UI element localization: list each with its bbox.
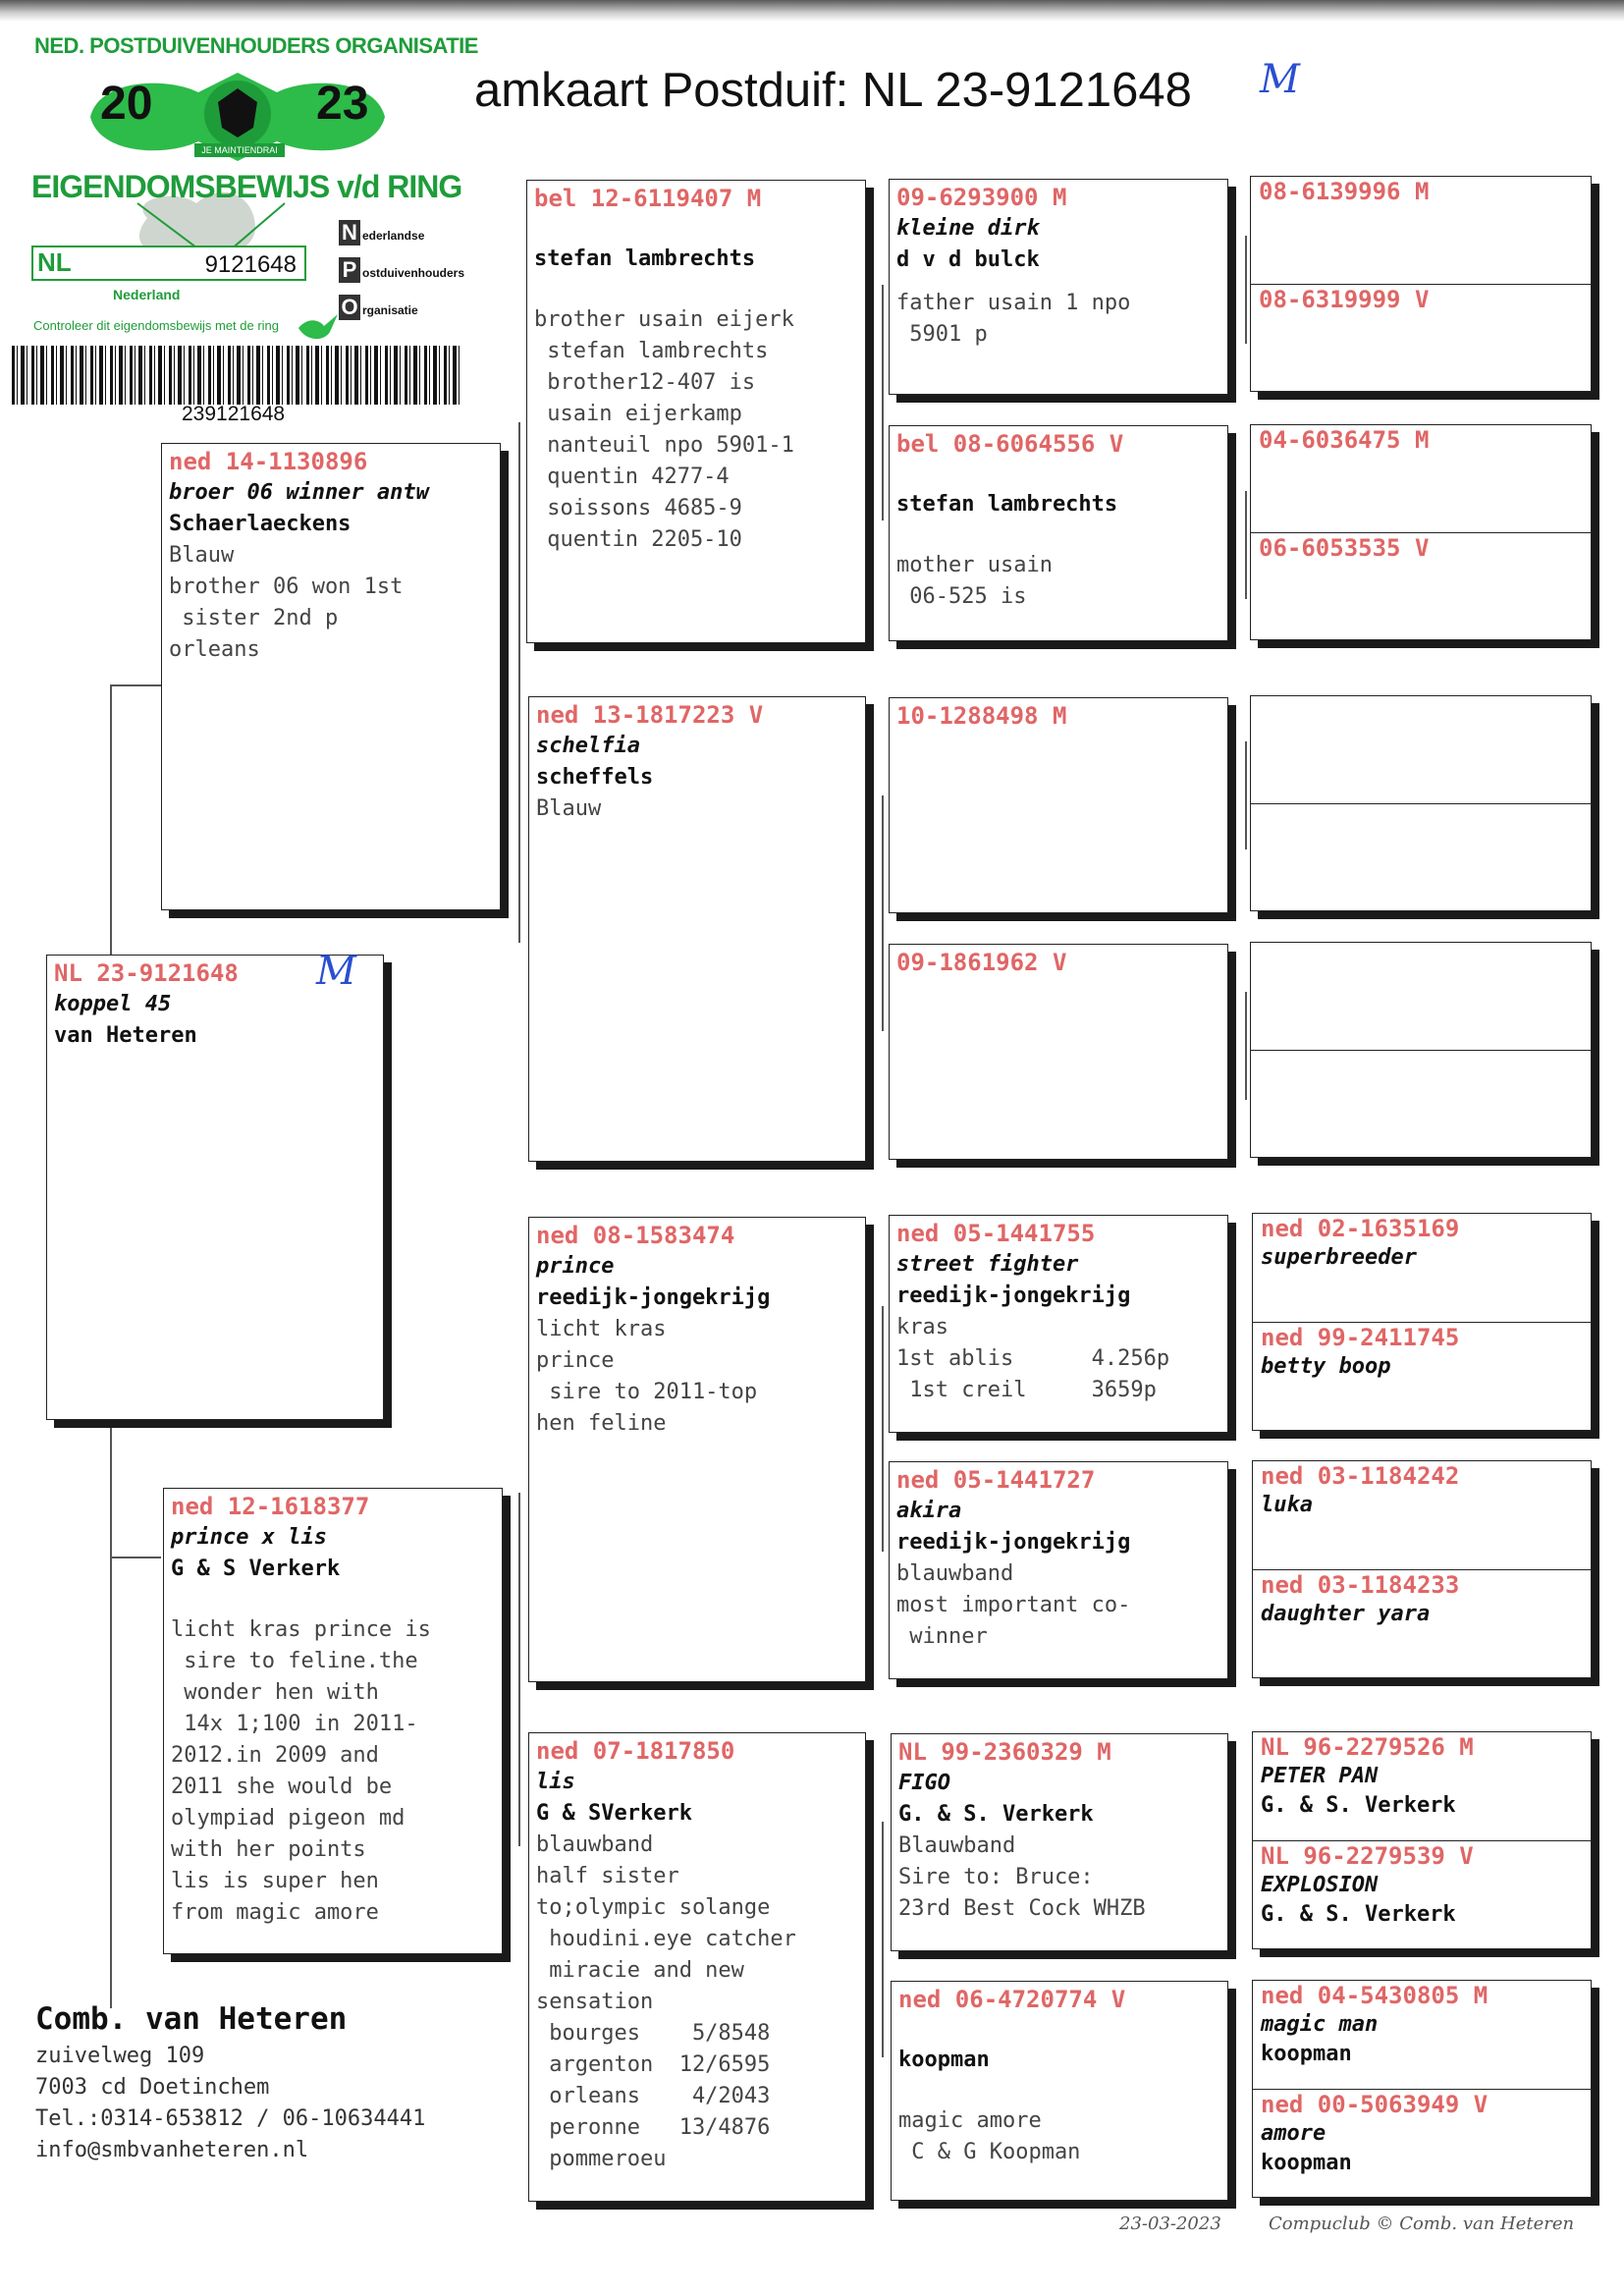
npo-line-3	[339, 295, 418, 320]
ff-info-line: quentin 4277-4	[534, 464, 730, 489]
certificate-org: NED. POSTDUIVENHOUDERS ORGANISATIE	[34, 33, 478, 58]
gen4-owner: G. & S. Verkerk	[1261, 1793, 1456, 1818]
dove-icon	[295, 306, 340, 346]
connector-line	[1245, 992, 1247, 1100]
mother-info-line: 2011 she would be	[171, 1775, 393, 1799]
fmm-card[interactable]	[889, 944, 1228, 1160]
spacer	[896, 460, 1220, 489]
gen4-ring: ned 02-1635169	[1261, 1215, 1460, 1242]
mmm-info-line: C & G Koopman	[898, 2140, 1081, 2164]
gen4-ffm-dam[interactable]	[1251, 532, 1591, 639]
npo-line-1	[339, 220, 424, 246]
subject-sex-mark: M	[316, 949, 356, 994]
mm-info-line: blauwband	[536, 1832, 654, 1857]
fff-info-line: 5901 p	[896, 322, 988, 347]
fm-card[interactable]	[528, 696, 866, 1162]
gen4-ffm-box[interactable]	[1250, 424, 1592, 640]
fff-name: kleine dirk	[896, 216, 1040, 241]
page-title: amkaart Postduif: NL 23-9121648	[474, 64, 1192, 117]
ffm-info-line: mother usain	[896, 553, 1053, 577]
npo-letter-o: O	[339, 295, 360, 320]
father-name: broer 06 winner antw	[169, 480, 429, 505]
fmf-card[interactable]	[889, 697, 1228, 913]
mm-owner: G & SVerkerk	[536, 1801, 692, 1826]
connector-line	[110, 1419, 112, 2008]
gen4-fmm-dam[interactable]	[1251, 1050, 1591, 1157]
gen4-mmf-box[interactable]	[1252, 1731, 1592, 1949]
mf-name: prince	[536, 1254, 615, 1279]
npo-word-1: ederlandse	[362, 229, 425, 243]
ffm-info-line: 06-525 is	[896, 584, 1027, 609]
gen4-fmf-sire[interactable]	[1251, 696, 1591, 803]
npo-word-3: rganisatie	[362, 303, 418, 317]
gen4-name: luka	[1261, 1493, 1313, 1517]
certificate-year-left: 20	[100, 78, 153, 130]
title-sex-mark: M	[1260, 57, 1300, 102]
npo-letter-p: P	[339, 257, 360, 283]
mff-info-line: kras	[896, 1315, 948, 1339]
scan-top-edge	[0, 0, 1624, 22]
breeder-phone: Tel.:0314-653812 / 06-10634441	[35, 2106, 426, 2131]
father-owner: Schaerlaeckens	[169, 512, 352, 536]
mm-info-line: orleans 4/2043	[536, 2084, 771, 2108]
connector-line	[518, 422, 520, 943]
ff-info-line: usain eijerkamp	[534, 402, 742, 426]
ff-card[interactable]	[526, 180, 866, 643]
connector-line	[882, 1306, 884, 1552]
mmf-owner: G. & S. Verkerk	[898, 1802, 1094, 1827]
gen4-name: amore	[1261, 2121, 1326, 2146]
gen4-name: PETER PAN	[1261, 1764, 1379, 1788]
gen4-name: superbreeder	[1261, 1245, 1417, 1270]
connector-line	[110, 684, 161, 686]
mm-ring: ned 07-1817850	[536, 1737, 735, 1765]
gen4-name: betty boop	[1261, 1354, 1391, 1379]
father-ring: ned 14-1130896	[169, 448, 368, 475]
gen4-mfm-sire[interactable]	[1253, 1461, 1591, 1569]
certificate-check-text: Controleer dit eigendomsbewijs met de ring	[33, 318, 280, 333]
father-info-line: sister 2nd p	[169, 606, 339, 630]
gen4-ring: 04-6036475 M	[1259, 426, 1430, 454]
gen4-name: EXPLOSION	[1261, 1873, 1379, 1897]
mm-info-line: half sister	[536, 1864, 679, 1888]
fm-name: schelfia	[536, 734, 640, 758]
connector-line	[110, 1557, 161, 1558]
npo-line-2	[339, 257, 464, 283]
gen4-fmm-box[interactable]	[1250, 942, 1592, 1158]
mff-info-line: 1st creil 3659p	[896, 1378, 1157, 1402]
mother-info-line: sire to feline.the	[171, 1649, 418, 1673]
subject-card[interactable]	[46, 955, 384, 1420]
breeder-street: zuivelweg 109	[35, 2044, 205, 2068]
gen4-mmm-dam[interactable]	[1253, 2089, 1591, 2197]
fm-info-line: Blauw	[536, 796, 602, 821]
father-card[interactable]	[161, 443, 501, 910]
barcode-number: 239121648	[182, 403, 286, 425]
subject-owner: van Heteren	[54, 1023, 197, 1048]
mmm-ring: ned 06-4720774 V	[898, 1986, 1126, 2013]
mfm-info-line: most important co-	[896, 1593, 1131, 1617]
breeder-email[interactable]: info@smbvanheteren.nl	[35, 2138, 309, 2162]
gen4-mmf-sire[interactable]	[1253, 1732, 1591, 1840]
gen4-fmf-box[interactable]	[1250, 695, 1592, 911]
mmf-info-line: 23rd Best Cock WHZB	[898, 1896, 1146, 1921]
mm-info-line: miracie and new	[536, 1958, 744, 1983]
gen4-mfm-box[interactable]	[1252, 1460, 1592, 1678]
gen4-fmf-dam[interactable]	[1251, 803, 1591, 910]
mfm-info-line: blauwband	[896, 1561, 1014, 1586]
connector-line	[882, 795, 884, 1031]
gen4-mfm-dam[interactable]	[1253, 1569, 1591, 1677]
mm-info-line: argenton 12/6595	[536, 2052, 771, 2077]
mm-card[interactable]	[528, 1732, 866, 2202]
gen4-ring: 08-6139996 M	[1259, 178, 1430, 205]
mother-info-line: wonder hen with	[171, 1680, 379, 1705]
gen4-ring: ned 03-1184233	[1261, 1571, 1460, 1599]
gen4-mff-sire[interactable]	[1253, 1214, 1591, 1322]
ffm-owner: stefan lambrechts	[896, 492, 1118, 517]
mff-info-line: 1st ablis 4.256p	[896, 1346, 1170, 1371]
gen4-owner: koopman	[1261, 2042, 1352, 2066]
father-info-line: Blauw	[169, 543, 235, 568]
breeder-name: Comb. van Heteren	[35, 2001, 348, 2037]
spacer	[898, 2076, 1220, 2105]
ffm-ring: bel 08-6064556 V	[896, 430, 1124, 458]
gen4-ring: ned 03-1184242	[1261, 1462, 1460, 1490]
mother-info-line: olympiad pigeon md	[171, 1806, 406, 1831]
mf-ring: ned 08-1583474	[536, 1222, 735, 1249]
connector-line	[1245, 236, 1247, 344]
spacer	[896, 276, 1220, 288]
ff-info-line: brother usain eijerk	[534, 307, 794, 332]
mother-info-line: licht kras prince is	[171, 1617, 431, 1642]
gen4-ring: ned 00-5063949 V	[1261, 2091, 1489, 2118]
gen4-fff-dam[interactable]	[1251, 284, 1591, 391]
mm-info-line: bourges 5/8548	[536, 2021, 771, 2046]
mmm-owner: koopman	[898, 2048, 990, 2072]
spacer	[898, 2015, 1220, 2045]
spacer	[896, 520, 1220, 550]
mmf-ring: NL 99-2360329 M	[898, 1738, 1111, 1766]
gen4-ring: 06-6053535 V	[1259, 534, 1430, 562]
gen4-fff-sire[interactable]	[1251, 177, 1591, 284]
mmm-card[interactable]	[891, 1981, 1228, 2201]
mm-info-line: peronne 13/4876	[536, 2115, 771, 2140]
mother-ring: ned 12-1618377	[171, 1493, 370, 1520]
gen4-name: daughter yara	[1261, 1602, 1431, 1626]
connector-line	[1245, 741, 1247, 849]
certificate-country: NL	[37, 247, 72, 277]
gen4-mmm-sire[interactable]	[1253, 1981, 1591, 2089]
footer-date: 23-03-2023	[1119, 2213, 1221, 2234]
fmf-ring: 10-1288498 M	[896, 702, 1067, 730]
mf-info-line: sire to 2011-top	[536, 1380, 758, 1404]
gen4-ffm-sire[interactable]	[1251, 425, 1591, 532]
mmf-info-line: Blauwband	[898, 1833, 1016, 1858]
mfm-card[interactable]	[889, 1461, 1228, 1679]
fff-info-line: father usain 1 npo	[896, 291, 1131, 315]
gen4-mmm-box[interactable]	[1252, 1980, 1592, 2198]
gen4-fmm-sire[interactable]	[1251, 943, 1591, 1050]
subject-ring: NL 23-9121648	[54, 959, 239, 987]
father-info-line: brother 06 won 1st	[169, 574, 404, 599]
mm-info-line: houdini.eye catcher	[536, 1927, 796, 1951]
father-info-line: orleans	[169, 637, 260, 662]
mother-info-line: from magic amore	[171, 1900, 379, 1925]
ff-info-line: brother12-407 is	[534, 370, 756, 395]
connector-line	[518, 1493, 520, 1846]
spacer	[534, 214, 858, 244]
breeder-city: 7003 cd Doetinchem	[35, 2075, 270, 2100]
gen4-ring: 08-6319999 V	[1259, 286, 1430, 313]
gen4-mmf-dam[interactable]	[1253, 1840, 1591, 1948]
mf-info-line: licht kras	[536, 1317, 667, 1341]
fm-owner: scheffels	[536, 765, 654, 790]
ff-owner: stefan lambrechts	[534, 246, 756, 271]
mm-info-line: sensation	[536, 1990, 654, 2014]
mfm-info-line: winner	[896, 1624, 988, 1649]
gen4-fff-box[interactable]	[1250, 176, 1592, 392]
ffm-card[interactable]	[889, 425, 1228, 641]
mmf-card[interactable]	[891, 1733, 1228, 1951]
ff-info-line: nanteuil npo 5901-1	[534, 433, 794, 458]
certificate-ring-box	[31, 246, 306, 281]
mmf-name: FIGO	[898, 1771, 950, 1795]
certificate-motto: JE MAINTIENDRAI	[194, 143, 285, 157]
gen4-ring: ned 99-2411745	[1261, 1324, 1460, 1351]
mother-info-line: 2012.in 2009 and	[171, 1743, 379, 1768]
mff-name: street fighter	[896, 1252, 1079, 1277]
mff-ring: ned 05-1441755	[896, 1220, 1096, 1247]
mm-info-line: pommeroeu	[536, 2147, 667, 2171]
mmf-info-line: Sire to: Bruce:	[898, 1865, 1094, 1889]
ff-info-line: stefan lambrechts	[534, 339, 769, 363]
mfm-name: akira	[896, 1499, 962, 1523]
mmm-info-line: magic amore	[898, 2108, 1042, 2133]
connector-line	[110, 684, 112, 959]
ff-info-line: quentin 2205-10	[534, 527, 742, 552]
ownership-certificate	[0, 22, 479, 425]
certificate-land: Nederland	[113, 287, 181, 302]
mother-name: prince x lis	[171, 1525, 327, 1550]
mother-owner: G & S Verkerk	[171, 1557, 341, 1581]
gen4-ring: NL 96-2279526 M	[1261, 1733, 1474, 1761]
npo-word-2: ostduivenhouders	[362, 266, 465, 280]
gen4-ring: ned 04-5430805 M	[1261, 1982, 1489, 2009]
mm-name: lis	[536, 1770, 575, 1794]
breeder-block	[35, 2003, 425, 2166]
fmm-ring: 09-1861962 V	[896, 949, 1067, 976]
fff-ring: 09-6293900 M	[896, 184, 1067, 211]
subject-name: koppel 45	[54, 992, 172, 1016]
gen4-name: magic man	[1261, 2012, 1379, 2037]
footer-credit: Compuclub © Comb. van Heteren	[1269, 2213, 1575, 2234]
mf-card[interactable]	[528, 1217, 866, 1682]
certificate-number: 9121648	[204, 251, 297, 278]
certificate-year-right: 23	[316, 78, 369, 130]
connector-line	[882, 1822, 884, 2057]
fff-owner: d v d bulck	[896, 247, 1040, 272]
certificate-title: EIGENDOMSBEWIJS v/d RING	[31, 169, 462, 204]
spacer	[171, 1585, 495, 1614]
mf-info-line: hen feline	[536, 1411, 667, 1436]
gen4-mff-box[interactable]	[1252, 1213, 1592, 1431]
mother-info-line: with her points	[171, 1837, 366, 1862]
connector-line	[882, 285, 884, 520]
mfm-owner: reedijk-jongekrijg	[896, 1530, 1131, 1555]
fff-card[interactable]	[889, 179, 1228, 395]
gen4-owner: G. & S. Verkerk	[1261, 1902, 1456, 1927]
gen4-mff-dam[interactable]	[1253, 1322, 1591, 1430]
gen4-ring: NL 96-2279539 V	[1261, 1842, 1474, 1870]
mfm-ring: ned 05-1441727	[896, 1466, 1096, 1494]
mm-info-line: to;olympic solange	[536, 1895, 771, 1920]
mother-card[interactable]	[163, 1488, 503, 1954]
ff-info-line: soissons 4685-9	[534, 496, 742, 520]
mff-card[interactable]	[889, 1215, 1228, 1433]
spacer	[534, 275, 858, 304]
barcode	[12, 346, 460, 405]
mother-info-line: 14x 1;100 in 2011-	[171, 1712, 418, 1736]
mf-owner: reedijk-jongekrijg	[536, 1285, 771, 1310]
fm-ring: ned 13-1817223 V	[536, 701, 764, 729]
gen4-owner: koopman	[1261, 2151, 1352, 2175]
npo-letter-n: N	[339, 220, 360, 246]
mff-owner: reedijk-jongekrijg	[896, 1284, 1131, 1308]
ff-ring: bel 12-6119407 M	[534, 185, 762, 212]
mother-info-line: lis is super hen	[171, 1869, 379, 1893]
connector-line	[1245, 491, 1247, 599]
mf-info-line: prince	[536, 1348, 615, 1373]
